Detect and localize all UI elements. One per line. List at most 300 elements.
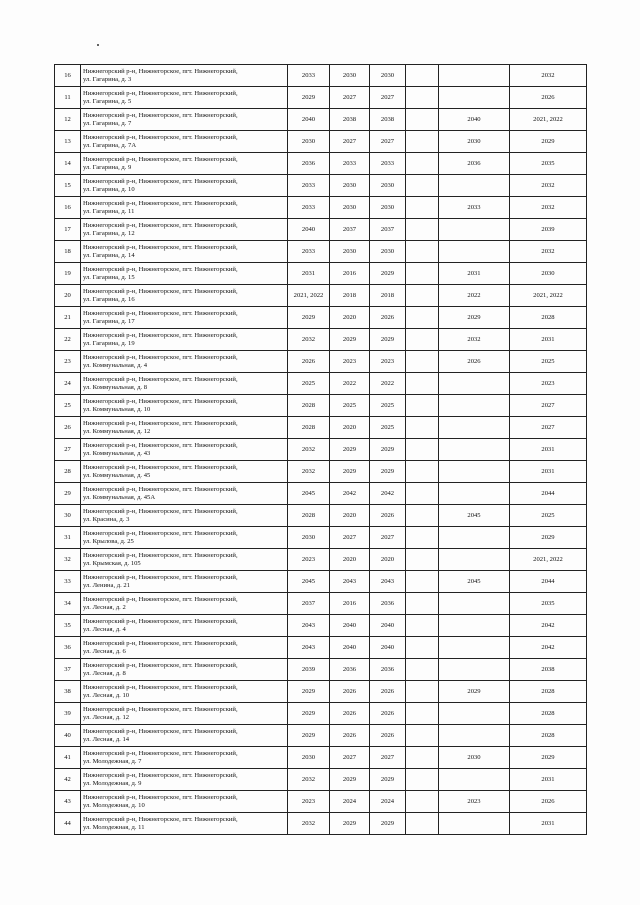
year-cell-c1: 2032: [288, 461, 330, 483]
address-line-1: Нижнегорский р-н, Нижнегорское, пгт. Нижнегорский,: [83, 728, 238, 736]
address-line-1: Нижнегорский р-н, Нижнегорское, пгт. Нижнегорский,: [83, 464, 238, 472]
table-row: [55, 153, 587, 175]
table-row: [55, 197, 587, 219]
year-cell-c3: 2029: [370, 813, 406, 835]
year-cell-c4: [406, 153, 439, 175]
year-cell-c6: 2029: [510, 527, 587, 549]
year-cell-c4: [406, 769, 439, 791]
table-row: [55, 87, 587, 109]
address-line-1: Нижнегорский р-н, Нижнегорское, пгт. Нижнегорский,: [83, 684, 238, 692]
row-number: 11: [55, 87, 81, 109]
address-cell: [81, 549, 288, 571]
address-cell: [81, 527, 288, 549]
year-cell-c6: 2042: [510, 615, 587, 637]
row-number: 17: [55, 219, 81, 241]
row-number: 38: [55, 681, 81, 703]
row-number: 25: [55, 395, 81, 417]
year-cell-c6: 2028: [510, 703, 587, 725]
year-cell-c4: [406, 373, 439, 395]
address-line-1: Нижнегорский р-н, Нижнегорское, пгт. Нижнегорский,: [83, 442, 238, 450]
housing-repair-table: [54, 64, 587, 835]
row-number: 15: [55, 175, 81, 197]
address-cell: [81, 439, 288, 461]
year-cell-c5: 2022: [439, 285, 510, 307]
year-cell-c2: 2023: [330, 351, 370, 373]
year-cell-c3: 2022: [370, 373, 406, 395]
year-cell-c5: 2031: [439, 263, 510, 285]
year-cell-c5: 2026: [439, 351, 510, 373]
row-number: 29: [55, 483, 81, 505]
year-cell-c1: 2032: [288, 813, 330, 835]
address-line-1: Нижнегорский р-н, Нижнегорское, пгт. Нижнегорский,: [83, 332, 238, 340]
year-cell-c1: 2023: [288, 791, 330, 813]
year-cell-c5: [439, 813, 510, 835]
year-cell-c5: [439, 549, 510, 571]
year-cell-c4: [406, 593, 439, 615]
address-line-2: ул. Гагарина, д. 19: [83, 339, 135, 347]
year-cell-c1: 2029: [288, 725, 330, 747]
year-cell-c4: [406, 747, 439, 769]
address-line-1: Нижнегорский р-н, Нижнегорское, пгт. Нижнегорский,: [83, 354, 238, 362]
year-cell-c2: 2020: [330, 417, 370, 439]
year-cell-c1: 2030: [288, 131, 330, 153]
year-cell-c5: 2030: [439, 747, 510, 769]
address-line-1: Нижнегорский р-н, Нижнегорское, пгт. Нижнегорский,: [83, 574, 238, 582]
year-cell-c4: [406, 131, 439, 153]
year-cell-c1: 2045: [288, 571, 330, 593]
year-cell-c2: 2033: [330, 153, 370, 175]
year-cell-c4: [406, 681, 439, 703]
year-cell-c6: 2030: [510, 263, 587, 285]
year-cell-c3: 2043: [370, 571, 406, 593]
year-cell-c3: 2038: [370, 109, 406, 131]
year-cell-c6: 2032: [510, 175, 587, 197]
address-cell: [81, 747, 288, 769]
table-row: [55, 65, 587, 87]
year-cell-c4: [406, 241, 439, 263]
year-cell-c4: [406, 307, 439, 329]
address-cell: [81, 461, 288, 483]
table-row: [55, 571, 587, 593]
address-cell: [81, 197, 288, 219]
year-cell-c4: [406, 615, 439, 637]
year-cell-c2: 2036: [330, 659, 370, 681]
address-cell: [81, 725, 288, 747]
year-cell-c5: [439, 637, 510, 659]
table-row: [55, 351, 587, 373]
row-number: 27: [55, 439, 81, 461]
year-cell-c2: 2027: [330, 131, 370, 153]
table-row: [55, 527, 587, 549]
year-cell-c3: 2026: [370, 703, 406, 725]
table-row: [55, 549, 587, 571]
year-cell-c3: 2024: [370, 791, 406, 813]
address-line-1: Нижнегорский р-н, Нижнегорское, пгт. Нижнегорский,: [83, 156, 238, 164]
year-cell-c5: [439, 395, 510, 417]
year-cell-c6: 2027: [510, 395, 587, 417]
year-cell-c3: 2042: [370, 483, 406, 505]
year-cell-c6: 2044: [510, 571, 587, 593]
table-row: [55, 725, 587, 747]
year-cell-c6: 2021, 2022: [510, 109, 587, 131]
year-cell-c3: 2030: [370, 241, 406, 263]
address-line-1: Нижнегорский р-н, Нижнегорское, пгт. Нижнегорский,: [83, 640, 238, 648]
address-cell: [81, 593, 288, 615]
year-cell-c4: [406, 527, 439, 549]
year-cell-c3: 2030: [370, 175, 406, 197]
address-line-1: Нижнегорский р-н, Нижнегорское, пгт. Нижнегорский,: [83, 486, 238, 494]
year-cell-c5: 2029: [439, 307, 510, 329]
year-cell-c6: 2026: [510, 87, 587, 109]
year-cell-c5: [439, 219, 510, 241]
year-cell-c3: 2029: [370, 439, 406, 461]
year-cell-c1: 2028: [288, 395, 330, 417]
table-row: [55, 263, 587, 285]
year-cell-c3: 2036: [370, 659, 406, 681]
address-line-1: Нижнегорский р-н, Нижнегорское, пгт. Нижнегорский,: [83, 420, 238, 428]
address-line-2: ул. Гагарина, д. 15: [83, 273, 135, 281]
address-line-1: Нижнегорский р-н, Нижнегорское, пгт. Нижнегорский,: [83, 508, 238, 516]
row-number: 41: [55, 747, 81, 769]
year-cell-c3: 2027: [370, 87, 406, 109]
address-line-1: Нижнегорский р-н, Нижнегорское, пгт. Нижнегорский,: [83, 772, 238, 780]
address-cell: [81, 395, 288, 417]
address-line-1: Нижнегорский р-н, Нижнегорское, пгт. Нижнегорский,: [83, 552, 238, 560]
year-cell-c2: 2018: [330, 285, 370, 307]
address-cell: [81, 131, 288, 153]
year-cell-c1: 2037: [288, 593, 330, 615]
year-cell-c1: 2033: [288, 65, 330, 87]
address-line-1: Нижнегорский р-н, Нижнегорское, пгт. Нижнегорский,: [83, 288, 238, 296]
year-cell-c5: [439, 175, 510, 197]
year-cell-c5: 2033: [439, 197, 510, 219]
address-cell: [81, 373, 288, 395]
row-number: 24: [55, 373, 81, 395]
year-cell-c2: 2038: [330, 109, 370, 131]
address-cell: [81, 285, 288, 307]
year-cell-c4: [406, 549, 439, 571]
year-cell-c6: 2028: [510, 307, 587, 329]
year-cell-c6: 2031: [510, 813, 587, 835]
year-cell-c3: 2029: [370, 769, 406, 791]
year-cell-c2: 2029: [330, 439, 370, 461]
table-row: [55, 615, 587, 637]
table-row: [55, 109, 587, 131]
table-row: [55, 637, 587, 659]
table-row: [55, 175, 587, 197]
year-cell-c2: 2020: [330, 549, 370, 571]
year-cell-c5: [439, 373, 510, 395]
address-cell: [81, 791, 288, 813]
year-cell-c6: 2021, 2022: [510, 285, 587, 307]
year-cell-c6: 2032: [510, 65, 587, 87]
row-number: 39: [55, 703, 81, 725]
year-cell-c5: [439, 87, 510, 109]
year-cell-c2: 2016: [330, 593, 370, 615]
year-cell-c4: [406, 395, 439, 417]
year-cell-c5: [439, 769, 510, 791]
year-cell-c4: [406, 263, 439, 285]
address-cell: [81, 219, 288, 241]
year-cell-c1: 2031: [288, 263, 330, 285]
row-number: 42: [55, 769, 81, 791]
year-cell-c2: 2022: [330, 373, 370, 395]
row-number: 16: [55, 65, 81, 87]
year-cell-c3: 2020: [370, 549, 406, 571]
address-line-1: Нижнегорский р-н, Нижнегорское, пгт. Нижнегорский,: [83, 200, 238, 208]
address-line-1: Нижнегорский р-н, Нижнегорское, пгт. Нижнегорский,: [83, 68, 238, 76]
year-cell-c3: 2027: [370, 747, 406, 769]
row-number: 32: [55, 549, 81, 571]
address-cell: [81, 813, 288, 835]
year-cell-c1: 2029: [288, 87, 330, 109]
row-number: 18: [55, 241, 81, 263]
year-cell-c2: 2026: [330, 681, 370, 703]
address-line-2: ул. Гагарина, д. 9: [83, 163, 132, 171]
year-cell-c4: [406, 703, 439, 725]
table-row: [55, 241, 587, 263]
year-cell-c2: 2029: [330, 329, 370, 351]
address-line-2: ул. Гагарина, д. 16: [83, 295, 135, 303]
year-cell-c2: 2043: [330, 571, 370, 593]
year-cell-c6: 2021, 2022: [510, 549, 587, 571]
address-line-1: Нижнегорский р-н, Нижнегорское, пгт. Нижнегорский,: [83, 134, 238, 142]
year-cell-c2: 2027: [330, 527, 370, 549]
table-row: [55, 703, 587, 725]
address-line-1: Нижнегорский р-н, Нижнегорское, пгт. Нижнегорский,: [83, 662, 238, 670]
address-line-2: ул. Коммунальная, д. 45А: [83, 493, 156, 501]
year-cell-c2: 2042: [330, 483, 370, 505]
year-cell-c4: [406, 813, 439, 835]
year-cell-c1: 2028: [288, 417, 330, 439]
year-cell-c2: 2029: [330, 461, 370, 483]
year-cell-c1: 2026: [288, 351, 330, 373]
row-number: 36: [55, 637, 81, 659]
address-line-1: Нижнегорский р-н, Нижнегорское, пгт. Нижнегорский,: [83, 530, 238, 538]
year-cell-c4: [406, 439, 439, 461]
year-cell-c1: 2033: [288, 241, 330, 263]
year-cell-c6: 2023: [510, 373, 587, 395]
year-cell-c3: 2027: [370, 131, 406, 153]
year-cell-c6: 2031: [510, 439, 587, 461]
year-cell-c5: [439, 417, 510, 439]
address-line-1: Нижнегорский р-н, Нижнегорское, пгт. Нижнегорский,: [83, 794, 238, 802]
table-row: [55, 219, 587, 241]
year-cell-c6: 2028: [510, 725, 587, 747]
year-cell-c3: 2027: [370, 527, 406, 549]
year-cell-c1: 2023: [288, 549, 330, 571]
year-cell-c6: 2031: [510, 329, 587, 351]
table-row: [55, 131, 587, 153]
year-cell-c3: 2029: [370, 263, 406, 285]
row-number: 28: [55, 461, 81, 483]
row-number: 20: [55, 285, 81, 307]
year-cell-c1: 2029: [288, 307, 330, 329]
address-line-2: ул. Лесная, д. 2: [83, 603, 126, 611]
year-cell-c5: [439, 725, 510, 747]
year-cell-c4: [406, 725, 439, 747]
address-line-2: ул. Гагарина, д. 14: [83, 251, 135, 259]
table-row: [55, 505, 587, 527]
year-cell-c6: 2031: [510, 769, 587, 791]
year-cell-c3: 2029: [370, 461, 406, 483]
address-line-1: Нижнегорский р-н, Нижнегорское, пгт. Нижнегорский,: [83, 90, 238, 98]
address-cell: [81, 615, 288, 637]
year-cell-c1: 2032: [288, 769, 330, 791]
year-cell-c2: 2026: [330, 703, 370, 725]
year-cell-c1: 2036: [288, 153, 330, 175]
year-cell-c5: 2030: [439, 131, 510, 153]
row-number: 35: [55, 615, 81, 637]
year-cell-c1: 2033: [288, 175, 330, 197]
table-row: [55, 483, 587, 505]
table-row: [55, 593, 587, 615]
address-line-2: ул. Коммунальная, д. 10: [83, 405, 151, 413]
address-line-2: ул. Гагарина, д. 5: [83, 97, 132, 105]
address-line-2: ул. Молодежная, д. 10: [83, 801, 145, 809]
year-cell-c1: 2032: [288, 439, 330, 461]
year-cell-c3: 2036: [370, 593, 406, 615]
address-line-1: Нижнегорский р-н, Нижнегорское, пгт. Нижнегорский,: [83, 222, 238, 230]
year-cell-c4: [406, 637, 439, 659]
year-cell-c4: [406, 659, 439, 681]
row-number: 22: [55, 329, 81, 351]
year-cell-c3: 2025: [370, 395, 406, 417]
address-line-2: ул. Крымская, д. 105: [83, 559, 141, 567]
address-cell: [81, 351, 288, 373]
address-line-2: ул. Коммунальная, д. 12: [83, 427, 151, 435]
address-line-2: ул. Коммунальная, д. 43: [83, 449, 151, 457]
address-line-2: ул. Гагарина, д. 7А: [83, 141, 137, 149]
table-row: [55, 329, 587, 351]
year-cell-c2: 2029: [330, 813, 370, 835]
address-line-2: ул. Коммунальная, д. 45: [83, 471, 151, 479]
table-row: [55, 747, 587, 769]
year-cell-c5: 2045: [439, 505, 510, 527]
row-number: 26: [55, 417, 81, 439]
year-cell-c2: 2020: [330, 307, 370, 329]
address-cell: [81, 65, 288, 87]
year-cell-c5: [439, 615, 510, 637]
row-number: 30: [55, 505, 81, 527]
address-cell: [81, 87, 288, 109]
year-cell-c3: 2030: [370, 65, 406, 87]
row-number: 16: [55, 197, 81, 219]
address-cell: [81, 329, 288, 351]
year-cell-c6: 2029: [510, 131, 587, 153]
year-cell-c2: 2030: [330, 175, 370, 197]
table-row: [55, 461, 587, 483]
year-cell-c1: 2043: [288, 637, 330, 659]
year-cell-c1: 2025: [288, 373, 330, 395]
year-cell-c1: 2032: [288, 329, 330, 351]
address-line-1: Нижнегорский р-н, Нижнегорское, пгт. Нижнегорский,: [83, 266, 238, 274]
year-cell-c6: 2044: [510, 483, 587, 505]
year-cell-c6: 2035: [510, 593, 587, 615]
year-cell-c4: [406, 351, 439, 373]
row-number: 12: [55, 109, 81, 131]
address-cell: [81, 659, 288, 681]
address-line-2: ул. Крылова, д. 25: [83, 537, 134, 545]
year-cell-c3: 2029: [370, 329, 406, 351]
table-row: [55, 285, 587, 307]
address-cell: [81, 109, 288, 131]
row-number: 33: [55, 571, 81, 593]
year-cell-c4: [406, 791, 439, 813]
year-cell-c6: 2026: [510, 791, 587, 813]
address-cell: [81, 483, 288, 505]
year-cell-c4: [406, 483, 439, 505]
address-line-1: Нижнегорский р-н, Нижнегорское, пгт. Нижнегорский,: [83, 706, 238, 714]
row-number: 14: [55, 153, 81, 175]
year-cell-c5: [439, 461, 510, 483]
year-cell-c4: [406, 197, 439, 219]
year-cell-c4: [406, 87, 439, 109]
year-cell-c2: 2030: [330, 241, 370, 263]
year-cell-c3: 2025: [370, 417, 406, 439]
year-cell-c5: [439, 65, 510, 87]
address-cell: [81, 505, 288, 527]
address-line-1: Нижнегорский р-н, Нижнегорское, пгт. Нижнегорский,: [83, 596, 238, 604]
year-cell-c6: 2027: [510, 417, 587, 439]
year-cell-c1: 2040: [288, 219, 330, 241]
year-cell-c3: 2040: [370, 637, 406, 659]
year-cell-c1: 2039: [288, 659, 330, 681]
year-cell-c2: 2016: [330, 263, 370, 285]
address-line-1: Нижнегорский р-н, Нижнегорское, пгт. Нижнегорский,: [83, 112, 238, 120]
address-cell: [81, 263, 288, 285]
year-cell-c5: 2045: [439, 571, 510, 593]
year-cell-c6: 2025: [510, 351, 587, 373]
row-number: 34: [55, 593, 81, 615]
address-line-2: ул. Лесная, д. 4: [83, 625, 126, 633]
table-row: [55, 681, 587, 703]
year-cell-c3: 2026: [370, 307, 406, 329]
year-cell-c2: 2030: [330, 197, 370, 219]
year-cell-c3: 2026: [370, 681, 406, 703]
year-cell-c1: 2033: [288, 197, 330, 219]
year-cell-c4: [406, 571, 439, 593]
table-row: [55, 373, 587, 395]
year-cell-c3: 2026: [370, 725, 406, 747]
year-cell-c1: 2045: [288, 483, 330, 505]
year-cell-c4: [406, 175, 439, 197]
year-cell-c5: 2023: [439, 791, 510, 813]
address-line-2: ул. Лесная, д. 6: [83, 647, 126, 655]
year-cell-c4: [406, 417, 439, 439]
year-cell-c5: 2029: [439, 681, 510, 703]
year-cell-c5: [439, 703, 510, 725]
year-cell-c3: 2030: [370, 197, 406, 219]
year-cell-c5: [439, 527, 510, 549]
year-cell-c3: 2033: [370, 153, 406, 175]
year-cell-c4: [406, 285, 439, 307]
year-cell-c3: 2026: [370, 505, 406, 527]
table-row: [55, 439, 587, 461]
year-cell-c4: [406, 109, 439, 131]
address-line-2: ул. Коммунальная, д. 4: [83, 361, 148, 369]
table-row: [55, 659, 587, 681]
row-number: 40: [55, 725, 81, 747]
year-cell-c6: 2032: [510, 197, 587, 219]
address-line-2: ул. Молодежная, д. 7: [83, 757, 142, 765]
year-cell-c1: 2029: [288, 681, 330, 703]
address-cell: [81, 769, 288, 791]
address-cell: [81, 571, 288, 593]
year-cell-c5: [439, 439, 510, 461]
year-cell-c1: 2030: [288, 747, 330, 769]
row-number: 21: [55, 307, 81, 329]
